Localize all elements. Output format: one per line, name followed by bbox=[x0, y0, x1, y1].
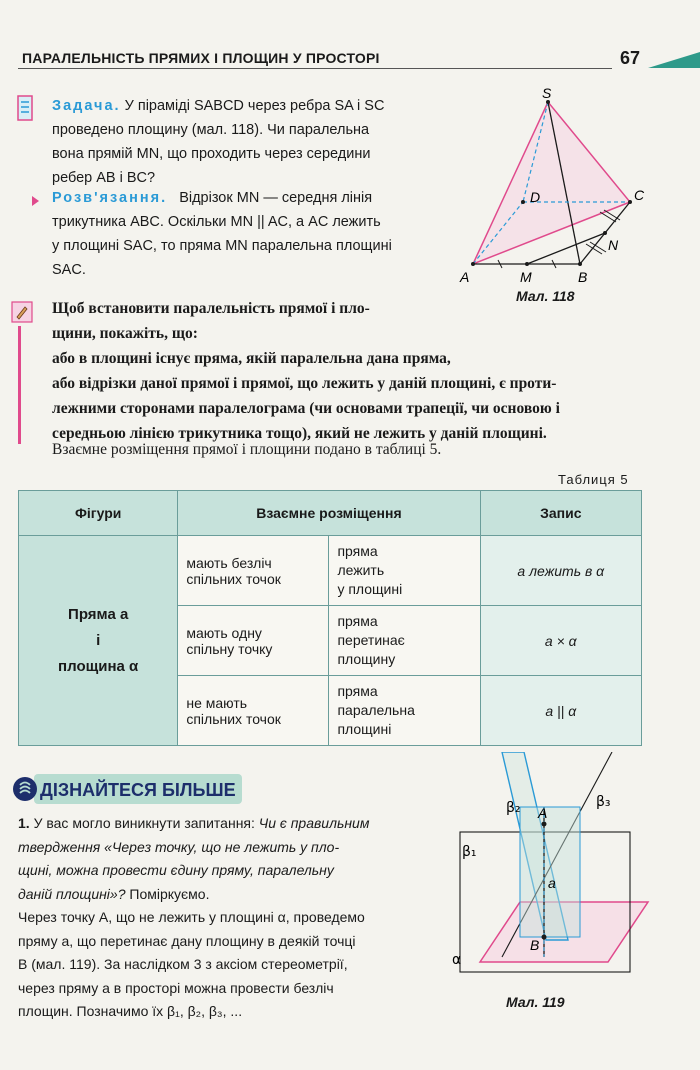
label-D: D bbox=[530, 189, 541, 205]
solution-marker-icon bbox=[32, 196, 39, 206]
row1-notation: a лежить в α bbox=[480, 536, 641, 606]
label-a: a bbox=[548, 875, 556, 891]
label-beta1: β₁ bbox=[462, 844, 477, 860]
figure-line-1: Пряма a bbox=[68, 605, 129, 623]
row1-a-line1: мають безліч bbox=[186, 554, 272, 571]
lm-line-6: пряму a, що перетинає дану площину в деякій точці bbox=[18, 932, 356, 949]
row3-position-a bbox=[178, 676, 329, 746]
row2-b-line1: пряма bbox=[337, 613, 378, 629]
label-A: A bbox=[538, 805, 548, 821]
row3-b-line2: паралельна bbox=[337, 702, 415, 718]
row3-b-line1: пряма bbox=[337, 683, 378, 699]
table-row bbox=[19, 536, 642, 606]
header-rule bbox=[18, 68, 612, 69]
figure-line-3: площина α bbox=[58, 657, 139, 675]
label-B: B bbox=[530, 937, 540, 953]
page-header-title: ПАРАЛЕЛЬНІСТЬ ПРЯМИХ І ПЛОЩИН У ПРОСТОРІ bbox=[22, 50, 380, 66]
row1-b-line2: лежить bbox=[337, 562, 385, 578]
rule-line-6: середньою лінією трикутника тощо), який не лежить у даній площині. bbox=[52, 425, 547, 442]
label-N: N bbox=[608, 237, 619, 253]
rule-line-3: або в площині існує пряма, якій паралельна дана пряма, bbox=[52, 350, 451, 367]
row3-a-line1: не мають bbox=[186, 694, 248, 711]
figure-line-2: і bbox=[96, 631, 101, 649]
label-C: C bbox=[634, 187, 645, 203]
row2-notation: a × α bbox=[480, 606, 641, 676]
row3-position-b bbox=[329, 676, 480, 746]
row1-a-line2: спільних точок bbox=[186, 570, 281, 587]
pencil-icon bbox=[10, 300, 34, 324]
lm-line-3: щині, можна провести єдину пряму, паралельну bbox=[18, 862, 334, 878]
row2-a-line1: мають одну bbox=[186, 624, 262, 641]
header-notation: Запис bbox=[480, 491, 641, 536]
row2-a-line2: спільну точку bbox=[186, 640, 273, 657]
rule-line-4: або відрізки даної прямої і прямої, що лежить у даній площині, є проти- bbox=[52, 375, 557, 392]
label-alpha: α bbox=[452, 952, 462, 968]
solution-line-4: SAC. bbox=[52, 262, 86, 278]
task-text bbox=[52, 94, 452, 190]
figure-118-pyramid bbox=[440, 84, 655, 289]
task-icon bbox=[14, 92, 38, 126]
row3-b-line3: площині bbox=[337, 721, 392, 737]
lm-line-1-italic: Чи є правильним bbox=[258, 815, 370, 831]
lm-line-8: через пряму a в просторі можна провести безліч bbox=[18, 979, 334, 996]
label-A: A bbox=[460, 269, 470, 285]
label-beta2: β₂ bbox=[506, 800, 521, 816]
task-label: Задача. bbox=[52, 98, 121, 114]
table-summary: Взаємне розміщення прямої і площини подано в таблиці 5. bbox=[52, 441, 442, 458]
lm-line-1-plain: У вас могло виникнути запитання: bbox=[33, 815, 259, 831]
figure-118-caption: Мал. 118 bbox=[516, 288, 575, 304]
label-B: B bbox=[578, 269, 588, 285]
figure-119-planes bbox=[440, 752, 655, 992]
lm-line-7: B (мал. 119). За наслідком 3 з аксіом стереометрії, bbox=[18, 956, 348, 972]
solution-text bbox=[52, 186, 452, 282]
figure-119-caption: Мал. 119 bbox=[506, 994, 565, 1010]
task-line-1: У піраміді SABCD через ребра SA і SC bbox=[124, 98, 385, 114]
solution-label: Розв'язання. bbox=[52, 190, 168, 206]
figure-cell bbox=[19, 536, 178, 746]
row3-a-line2: спільних точок bbox=[186, 710, 281, 727]
row1-b-line3: у площині bbox=[337, 581, 403, 597]
label-S: S bbox=[542, 85, 552, 101]
row3-notation: a || α bbox=[480, 676, 641, 746]
row1-position-b bbox=[329, 536, 480, 606]
table-caption: Таблиця 5 bbox=[558, 472, 629, 487]
learn-more-icon bbox=[12, 774, 38, 804]
table-5 bbox=[18, 490, 642, 746]
row2-position-b bbox=[329, 606, 480, 676]
item-number: 1. bbox=[18, 815, 30, 831]
table-header-row bbox=[19, 491, 642, 536]
rule-line-5: лежними сторонами паралелограма (чи основами трапеції, чи основою і bbox=[52, 400, 560, 417]
row1-position-a bbox=[178, 536, 329, 606]
task-line-4: ребер AB і BC? bbox=[52, 170, 156, 186]
learn-more-text bbox=[18, 812, 428, 1024]
lm-line-4-italic: даній площині»? bbox=[18, 885, 126, 902]
row1-b-line1: пряма bbox=[337, 543, 378, 559]
solution-line-1: Відрізок MN — середня лінія bbox=[179, 190, 373, 206]
solution-line-3: у площині SAC, то пряма MN паралельна площині bbox=[52, 238, 392, 254]
lm-line-2: твердження «Через точку, що не лежить у пло- bbox=[18, 838, 340, 855]
label-M: M bbox=[520, 269, 532, 285]
row2-position-a bbox=[178, 606, 329, 676]
lm-line-4-tail: Поміркуємо. bbox=[125, 885, 210, 902]
row2-b-line3: площину bbox=[337, 651, 396, 667]
label-beta3: β₃ bbox=[596, 794, 611, 810]
solution-line-2: трикутника ABC. Оскільки MN || AC, а AC лежить bbox=[52, 214, 381, 230]
task-line-3: вона прямій MN, що проходить через середини bbox=[52, 146, 371, 162]
row2-b-line2: перетинає bbox=[337, 632, 405, 648]
header-position: Взаємне розміщення bbox=[178, 491, 480, 536]
rule-paragraph bbox=[52, 296, 672, 446]
page-number: 67 bbox=[620, 48, 641, 68]
header-figures: Фігури bbox=[19, 491, 178, 536]
rule-line-1: Щоб встановити паралельність прямої і пло- bbox=[52, 300, 370, 317]
task-line-2: проведено площину (мал. 118). Чи паралельна bbox=[52, 122, 370, 138]
lm-line-5: Через точку A, що не лежить у площині α, проведемо bbox=[18, 909, 365, 925]
learn-more-title: ДІЗНАЙТЕСЯ БІЛЬШЕ bbox=[40, 780, 236, 800]
header-tab-decoration bbox=[648, 52, 700, 68]
rule-accent-bar bbox=[18, 326, 21, 444]
rule-line-2: щини, покажіть, що: bbox=[52, 325, 198, 342]
lm-line-9: площин. Позначимо їх β₁, β₂, β₃, ... bbox=[18, 1003, 243, 1019]
